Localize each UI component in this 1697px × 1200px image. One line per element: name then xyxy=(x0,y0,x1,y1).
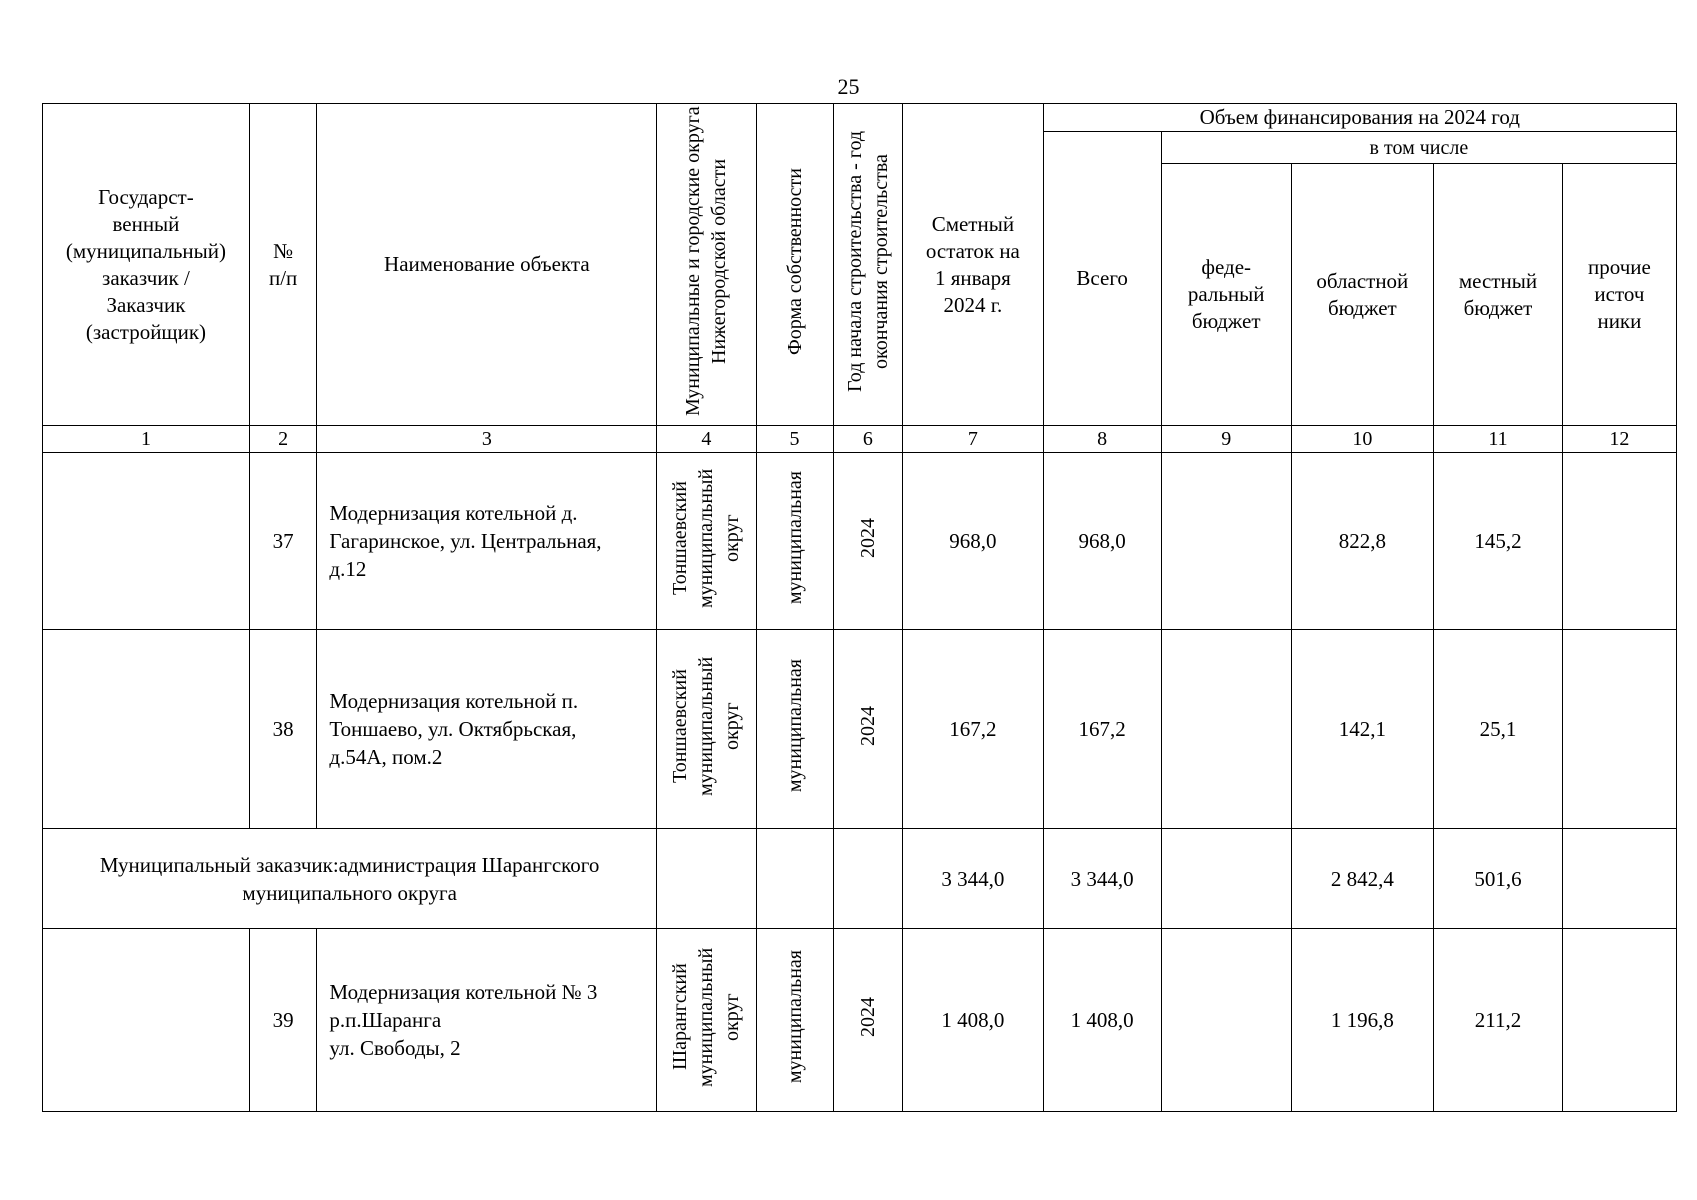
header-ownership-cell xyxy=(756,104,833,426)
header-including: в том числе xyxy=(1161,132,1676,164)
header-estimated-balance: Сметный остаток на 1 января 2024 г. xyxy=(903,104,1043,426)
header-number: № п/п xyxy=(249,104,317,426)
row-other xyxy=(1562,929,1676,1112)
group-estimated-balance: 3 344,0 xyxy=(903,829,1043,929)
row-other xyxy=(1562,630,1676,829)
group-municipality xyxy=(657,829,756,929)
row-regional: 822,8 xyxy=(1291,453,1433,630)
row-regional: 142,1 xyxy=(1291,630,1433,829)
column-number: 3 xyxy=(317,426,657,453)
row-federal xyxy=(1161,929,1291,1112)
row-years-cell xyxy=(833,929,903,1112)
row-total: 1 408,0 xyxy=(1043,929,1161,1112)
column-number: 2 xyxy=(249,426,317,453)
group-regional: 2 842,4 xyxy=(1291,829,1433,929)
financing-table xyxy=(42,103,1677,1112)
row-federal xyxy=(1161,453,1291,630)
row-ownership: муниципальная xyxy=(783,659,806,793)
row-number: 38 xyxy=(249,630,317,829)
row-years: 2024 xyxy=(856,997,879,1037)
row-total: 968,0 xyxy=(1043,453,1161,630)
header-financing-title: Объем финансирования на 2024 год xyxy=(1043,104,1676,132)
group-row xyxy=(43,829,1677,929)
row-years-cell xyxy=(833,630,903,829)
row-ownership: муниципальная xyxy=(783,471,806,605)
row-object-name: Модернизация котельной п. Тоншаево, ул. Октябрьская, д.54А, пом.2 xyxy=(317,630,657,829)
row-customer xyxy=(43,929,250,1112)
header-years: Год начала строительства - год окончания строительства xyxy=(843,130,892,393)
row-regional: 1 196,8 xyxy=(1291,929,1433,1112)
header-municipality: Муниципальные и городские округа Нижегородской области xyxy=(682,106,731,417)
row-local: 211,2 xyxy=(1434,929,1563,1112)
column-number: 8 xyxy=(1043,426,1161,453)
row-estimated-balance: 167,2 xyxy=(903,630,1043,829)
header-row-1 xyxy=(43,104,1677,132)
row-years: 2024 xyxy=(856,518,879,558)
row-estimated-balance: 1 408,0 xyxy=(903,929,1043,1112)
row-customer xyxy=(43,453,250,630)
header-local: местный бюджет xyxy=(1434,164,1563,426)
row-local: 25,1 xyxy=(1434,630,1563,829)
group-total: 3 344,0 xyxy=(1043,829,1161,929)
column-number: 5 xyxy=(756,426,833,453)
row-estimated-balance: 968,0 xyxy=(903,453,1043,630)
row-total: 167,2 xyxy=(1043,630,1161,829)
row-number: 39 xyxy=(249,929,317,1112)
table-row xyxy=(43,929,1677,1112)
row-ownership-cell xyxy=(756,453,833,630)
header-regional: областной бюджет xyxy=(1291,164,1433,426)
table-row xyxy=(43,630,1677,829)
group-customer-label: Муниципальный заказчик:администрация Шарангского муниципального округа xyxy=(43,829,657,929)
table-row xyxy=(43,453,1677,630)
row-number: 37 xyxy=(249,453,317,630)
row-other xyxy=(1562,453,1676,630)
header-municipality-cell xyxy=(657,104,756,426)
header-years-cell xyxy=(833,104,903,426)
row-municipality: Шарангский муниципальный округ xyxy=(669,947,744,1087)
page-number: 25 xyxy=(837,74,860,99)
row-municipality: Тоншаевский муниципальный округ xyxy=(669,468,744,608)
row-federal xyxy=(1161,630,1291,829)
row-ownership: муниципальная xyxy=(783,950,806,1084)
column-number: 1 xyxy=(43,426,250,453)
column-number: 9 xyxy=(1161,426,1291,453)
column-number: 10 xyxy=(1291,426,1433,453)
column-number: 7 xyxy=(903,426,1043,453)
row-ownership-cell xyxy=(756,630,833,829)
row-years-cell xyxy=(833,453,903,630)
group-other xyxy=(1562,829,1676,929)
column-number-row xyxy=(43,426,1677,453)
header-federal: феде- ральный бюджет xyxy=(1161,164,1291,426)
group-federal xyxy=(1161,829,1291,929)
row-years: 2024 xyxy=(856,706,879,746)
row-local: 145,2 xyxy=(1434,453,1563,630)
header-ownership: Форма собственности xyxy=(783,168,806,355)
column-number: 11 xyxy=(1434,426,1563,453)
row-ownership-cell xyxy=(756,929,833,1112)
column-number: 6 xyxy=(833,426,903,453)
header-object-name: Наименование объекта xyxy=(317,104,657,426)
row-object-name: Модернизация котельной № 3 р.п.Шаранга ул. Свободы, 2 xyxy=(317,929,657,1112)
group-ownership xyxy=(756,829,833,929)
column-number: 12 xyxy=(1562,426,1676,453)
header-customer: Государст- венный (муниципальный) заказчик / Заказчик (застройщик) xyxy=(43,104,250,426)
header-total: Всего xyxy=(1043,132,1161,426)
column-number: 4 xyxy=(657,426,756,453)
row-municipality-cell xyxy=(657,630,756,829)
row-object-name: Модернизация котельной д. Гагаринское, ул. Центральная, д.12 xyxy=(317,453,657,630)
row-municipality-cell xyxy=(657,453,756,630)
group-local: 501,6 xyxy=(1434,829,1563,929)
row-customer xyxy=(43,630,250,829)
row-municipality: Тоншаевский муниципальный округ xyxy=(669,656,744,796)
header-other: прочие источ ники xyxy=(1562,164,1676,426)
row-municipality-cell xyxy=(657,929,756,1112)
group-years xyxy=(833,829,903,929)
